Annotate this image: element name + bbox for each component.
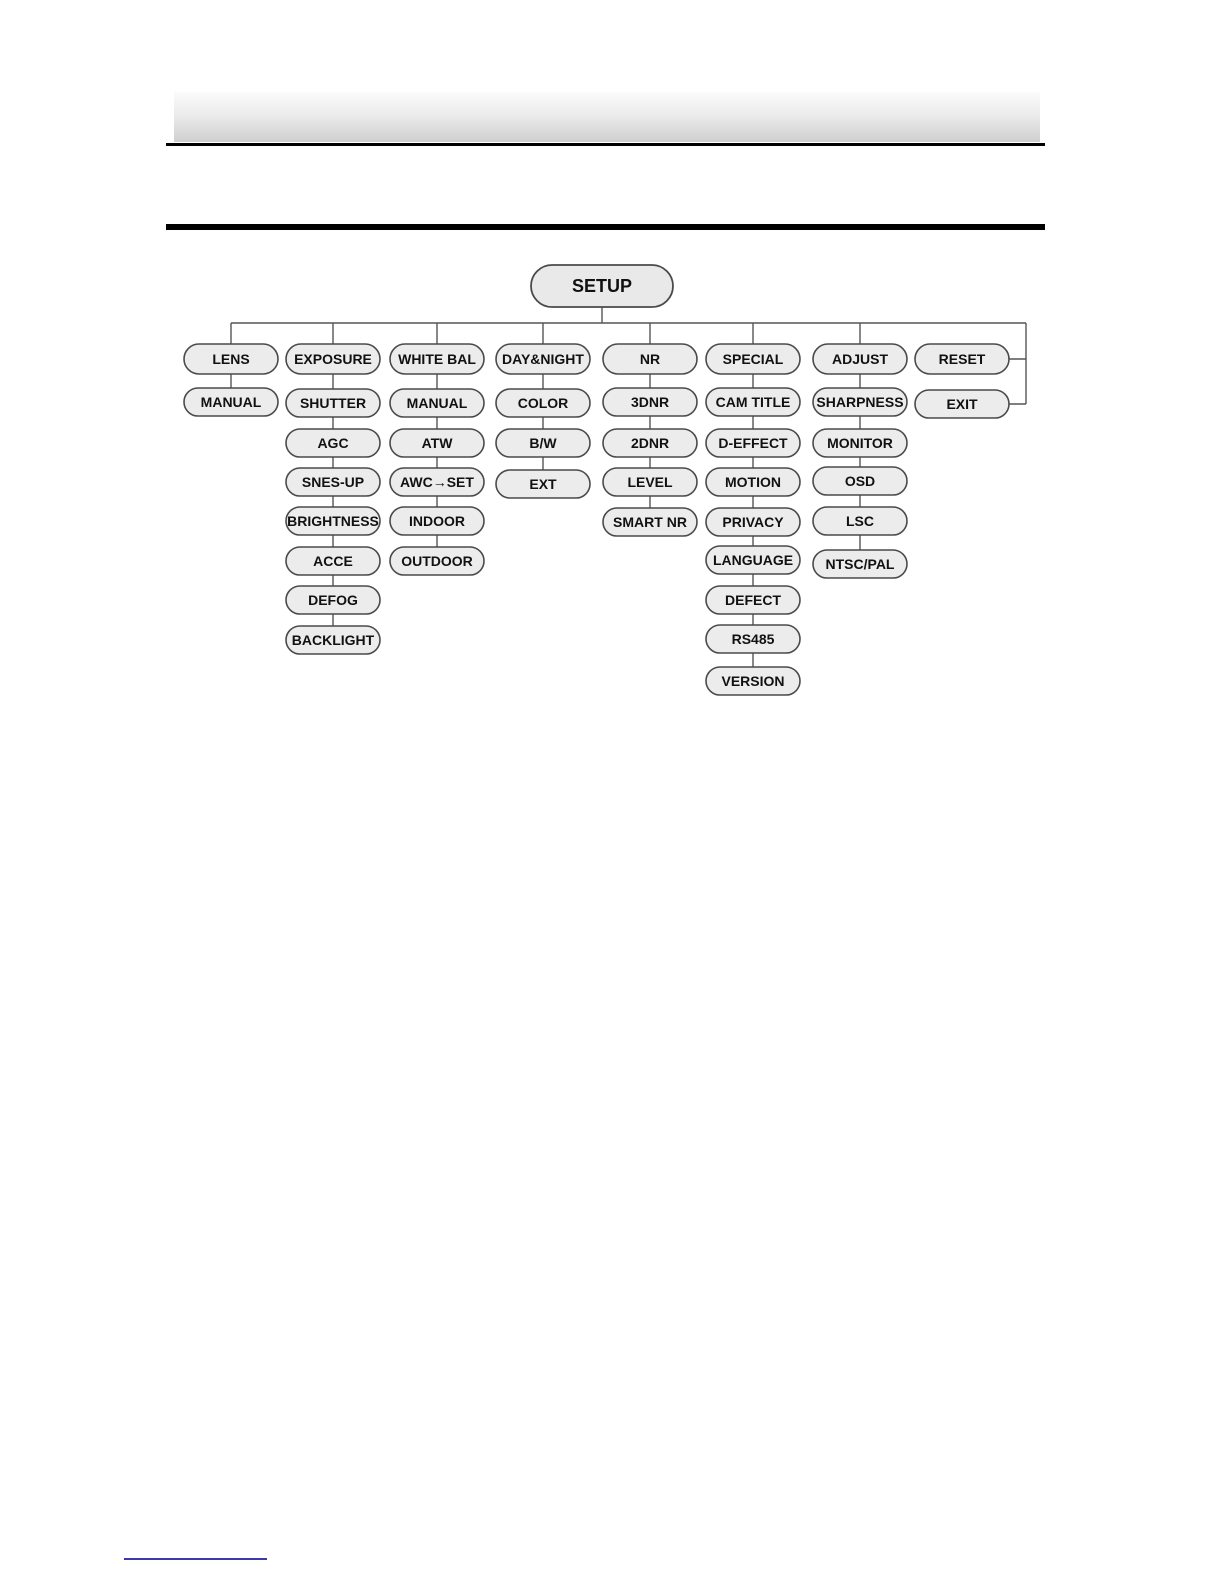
node-adjust-label: ADJUST bbox=[831, 351, 889, 367]
node-special-version-label: VERSION bbox=[721, 673, 785, 689]
node-exposure-defog bbox=[286, 586, 380, 614]
node-day-and-night-b-w bbox=[496, 429, 590, 457]
node-nr bbox=[603, 344, 697, 374]
node-nr-smart-nr-label: SMART NR bbox=[613, 514, 687, 530]
node-adjust bbox=[813, 344, 907, 374]
node-exposure-backlight bbox=[286, 626, 380, 654]
node-lens-label: LENS bbox=[212, 351, 250, 367]
node-special-privacy-label: PRIVACY bbox=[722, 514, 784, 530]
node-day-and-night-color bbox=[496, 389, 590, 417]
node-white-bal-manual bbox=[390, 389, 484, 417]
node-adjust-ntsc-pal-label: NTSC/PAL bbox=[825, 556, 895, 572]
node-exposure-snes-up-label: SNES-UP bbox=[301, 474, 365, 490]
node-exposure-brightness-label: BRIGHTNESS bbox=[287, 513, 379, 529]
node-adjust-lsc bbox=[813, 507, 907, 535]
node-nr-3dnr bbox=[603, 388, 697, 416]
node-special-cam-title-label: CAM TITLE bbox=[715, 394, 791, 410]
node-white-bal bbox=[390, 344, 484, 374]
node-adjust-osd bbox=[813, 467, 907, 495]
node-nr-2dnr bbox=[603, 429, 697, 457]
node-exposure-label: EXPOSURE bbox=[294, 351, 372, 367]
node-day-and-night-label: DAY&NIGHT bbox=[502, 351, 584, 367]
node-lens bbox=[184, 344, 278, 374]
node-day-and-night-ext-label: EXT bbox=[529, 476, 557, 492]
node-white-bal-indoor bbox=[390, 507, 484, 535]
node-exposure-defog-label: DEFOG bbox=[308, 592, 358, 608]
node-nr-3dnr-label: 3DNR bbox=[630, 394, 670, 410]
node-special-d-effect bbox=[706, 429, 800, 457]
node-white-bal-awc-to-set-label: AWC→SET bbox=[400, 474, 474, 490]
node-nr-smart-nr bbox=[603, 508, 697, 536]
node-special-defect-label: DEFECT bbox=[725, 592, 781, 608]
node-special-language-label: LANGUAGE bbox=[712, 552, 794, 568]
node-white-bal-label: WHITE BAL bbox=[398, 351, 476, 367]
node-special-rs485 bbox=[706, 625, 800, 653]
node-white-bal-outdoor bbox=[390, 547, 484, 575]
node-reset-exit bbox=[915, 390, 1009, 418]
node-nr-level bbox=[603, 468, 697, 496]
node-reset-exit-label: EXIT bbox=[946, 396, 978, 412]
node-special-privacy bbox=[706, 508, 800, 536]
node-day-and-night-color-label: COLOR bbox=[517, 395, 569, 411]
node-adjust-ntsc-pal bbox=[813, 550, 907, 578]
node-special bbox=[706, 344, 800, 374]
node-nr-2dnr-label: 2DNR bbox=[630, 435, 670, 451]
node-day-and-night-b-w-label: B/W bbox=[529, 435, 557, 451]
node-exposure-brightness bbox=[286, 507, 380, 535]
node-exposure bbox=[286, 344, 380, 374]
node-special-cam-title bbox=[706, 388, 800, 416]
node-adjust-osd-label: OSD bbox=[844, 473, 876, 489]
node-adjust-monitor bbox=[813, 429, 907, 457]
node-adjust-lsc-label: LSC bbox=[846, 513, 874, 529]
node-special-motion bbox=[706, 468, 800, 496]
node-exposure-agc-label: AGC bbox=[317, 435, 349, 451]
node-special-rs485-label: RS485 bbox=[731, 631, 775, 647]
node-exposure-acce bbox=[286, 547, 380, 575]
node-nr-level-label: LEVEL bbox=[627, 474, 673, 490]
node-exposure-shutter-label: SHUTTER bbox=[299, 395, 367, 411]
node-white-bal-awc-to-set bbox=[390, 468, 484, 496]
node-adjust-sharpness-label: SHARPNESS bbox=[816, 394, 904, 410]
node-white-bal-outdoor-label: OUTDOOR bbox=[401, 553, 473, 569]
node-special-defect bbox=[706, 586, 800, 614]
footer-link-underline bbox=[124, 1558, 267, 1560]
node-exposure-agc bbox=[286, 429, 380, 457]
node-special-d-effect-label: D-EFFECT bbox=[718, 435, 788, 451]
node-adjust-monitor-label: MONITOR bbox=[827, 435, 893, 451]
node-adjust-sharpness bbox=[813, 388, 907, 416]
node-reset bbox=[915, 344, 1009, 374]
node-exposure-shutter bbox=[286, 389, 380, 417]
node-nr-label: NR bbox=[639, 351, 661, 367]
node-reset-label: RESET bbox=[938, 351, 986, 367]
node-exposure-backlight-label: BACKLIGHT bbox=[291, 632, 375, 648]
node-lens-manual-label: MANUAL bbox=[200, 394, 262, 410]
node-day-and-night bbox=[496, 344, 590, 374]
node-special-motion-label: MOTION bbox=[725, 474, 781, 490]
node-white-bal-atw-label: ATW bbox=[421, 435, 453, 451]
node-exposure-acce-label: ACCE bbox=[313, 553, 353, 569]
node-setup bbox=[531, 265, 673, 307]
node-special-label: SPECIAL bbox=[722, 351, 784, 367]
node-special-version bbox=[706, 667, 800, 695]
node-exposure-snes-up bbox=[286, 468, 380, 496]
node-white-bal-manual-label: MANUAL bbox=[406, 395, 468, 411]
node-setup-label: SETUP bbox=[571, 276, 633, 296]
node-white-bal-indoor-label: INDOOR bbox=[409, 513, 465, 529]
node-lens-manual bbox=[184, 388, 278, 416]
node-white-bal-atw bbox=[390, 429, 484, 457]
node-day-and-night-ext bbox=[496, 470, 590, 498]
node-special-language bbox=[706, 546, 800, 574]
